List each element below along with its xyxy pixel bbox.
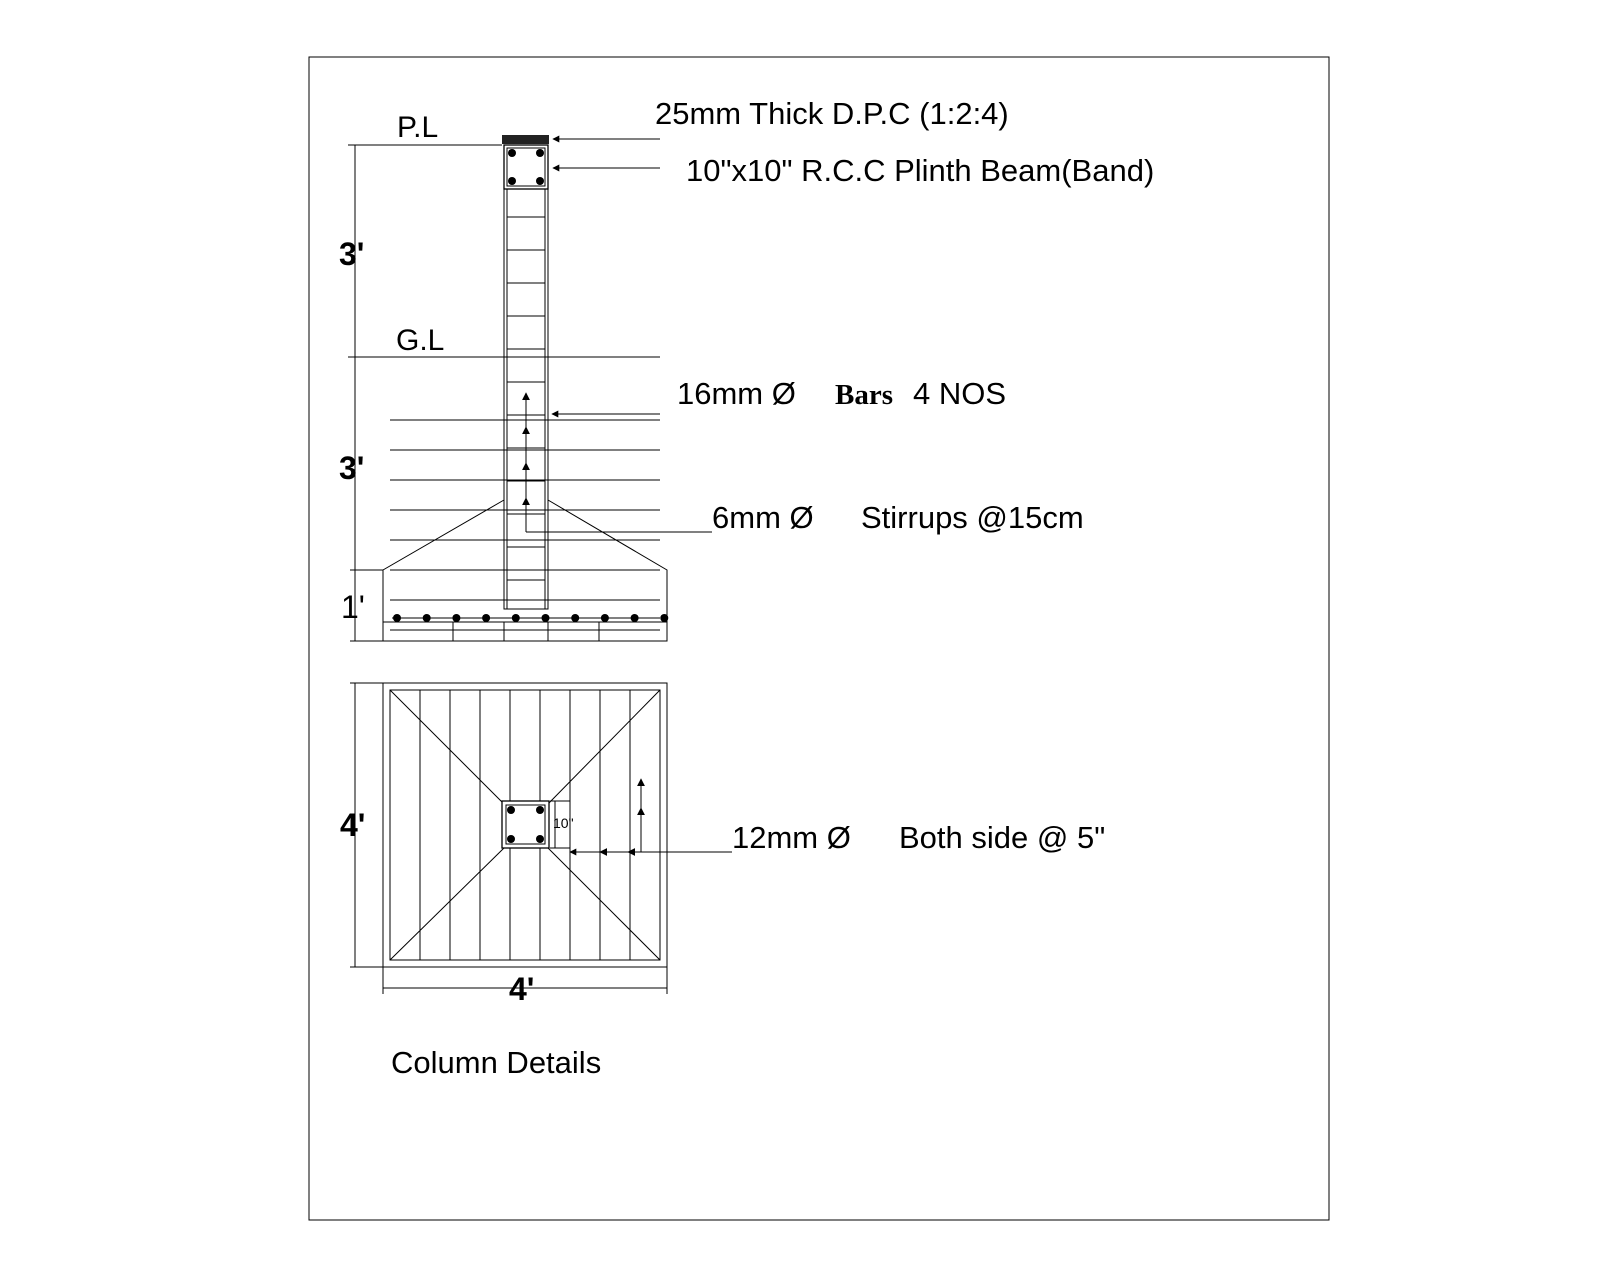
main-bars-size: 16mm Ø (677, 376, 796, 411)
plan-diagonal (390, 848, 504, 960)
plan-diagonal (390, 690, 504, 804)
mesh-desc: Both side @ 5" (899, 820, 1106, 855)
footing-base (383, 622, 667, 641)
mesh-size: 12mm Ø (732, 820, 851, 855)
footing-bar (423, 614, 431, 622)
dpc-layer (502, 135, 549, 144)
column-section (339, 111, 668, 641)
plan-column-bar (536, 806, 544, 814)
footing-bar (631, 614, 639, 622)
column-size-label: 10" (553, 815, 574, 831)
footing-bar (601, 614, 609, 622)
plinth-beam-bar (536, 177, 544, 185)
main-bars-count: 4 NOS (913, 376, 1007, 411)
dpc-callout: 25mm Thick D.P.C (1:2:4) (655, 96, 1009, 131)
footing-bar (571, 614, 579, 622)
plinth-beam-bar (536, 149, 544, 157)
ground-level-label: G.L (396, 324, 445, 357)
footing-bar (393, 614, 401, 622)
dim-below-gl: 3' (339, 450, 365, 486)
stirrups-size: 6mm Ø (712, 500, 814, 535)
plan-column-bar (507, 835, 515, 843)
plan-diagonal (548, 690, 660, 804)
plan-dim-height: 4' (340, 807, 366, 843)
stirrups-desc: Stirrups @15cm (861, 500, 1084, 535)
footing-bar (512, 614, 520, 622)
callouts (526, 96, 1154, 855)
footing-bar (660, 614, 668, 622)
plinth-beam-callout: 10"x10" R.C.C Plinth Beam(Band) (686, 153, 1155, 188)
plinth-beam-bar (508, 149, 516, 157)
plinth-level-label: P.L (397, 111, 439, 144)
dim-footing: 1' (341, 589, 365, 625)
plan-column-bar (536, 835, 544, 843)
footing-bar (542, 614, 550, 622)
plan-diagonal (548, 848, 660, 960)
plan-column-bar (507, 806, 515, 814)
footing-bar (452, 614, 460, 622)
footing-base-dividers (453, 622, 599, 641)
plan-dim-width: 4' (509, 971, 535, 1007)
plinth-beam-bar (508, 177, 516, 185)
footing-bar (482, 614, 490, 622)
drawing-caption: Column Details (391, 1045, 602, 1080)
main-bars-desc: Bars (835, 379, 893, 411)
dim-above-gl: 3' (339, 236, 365, 272)
